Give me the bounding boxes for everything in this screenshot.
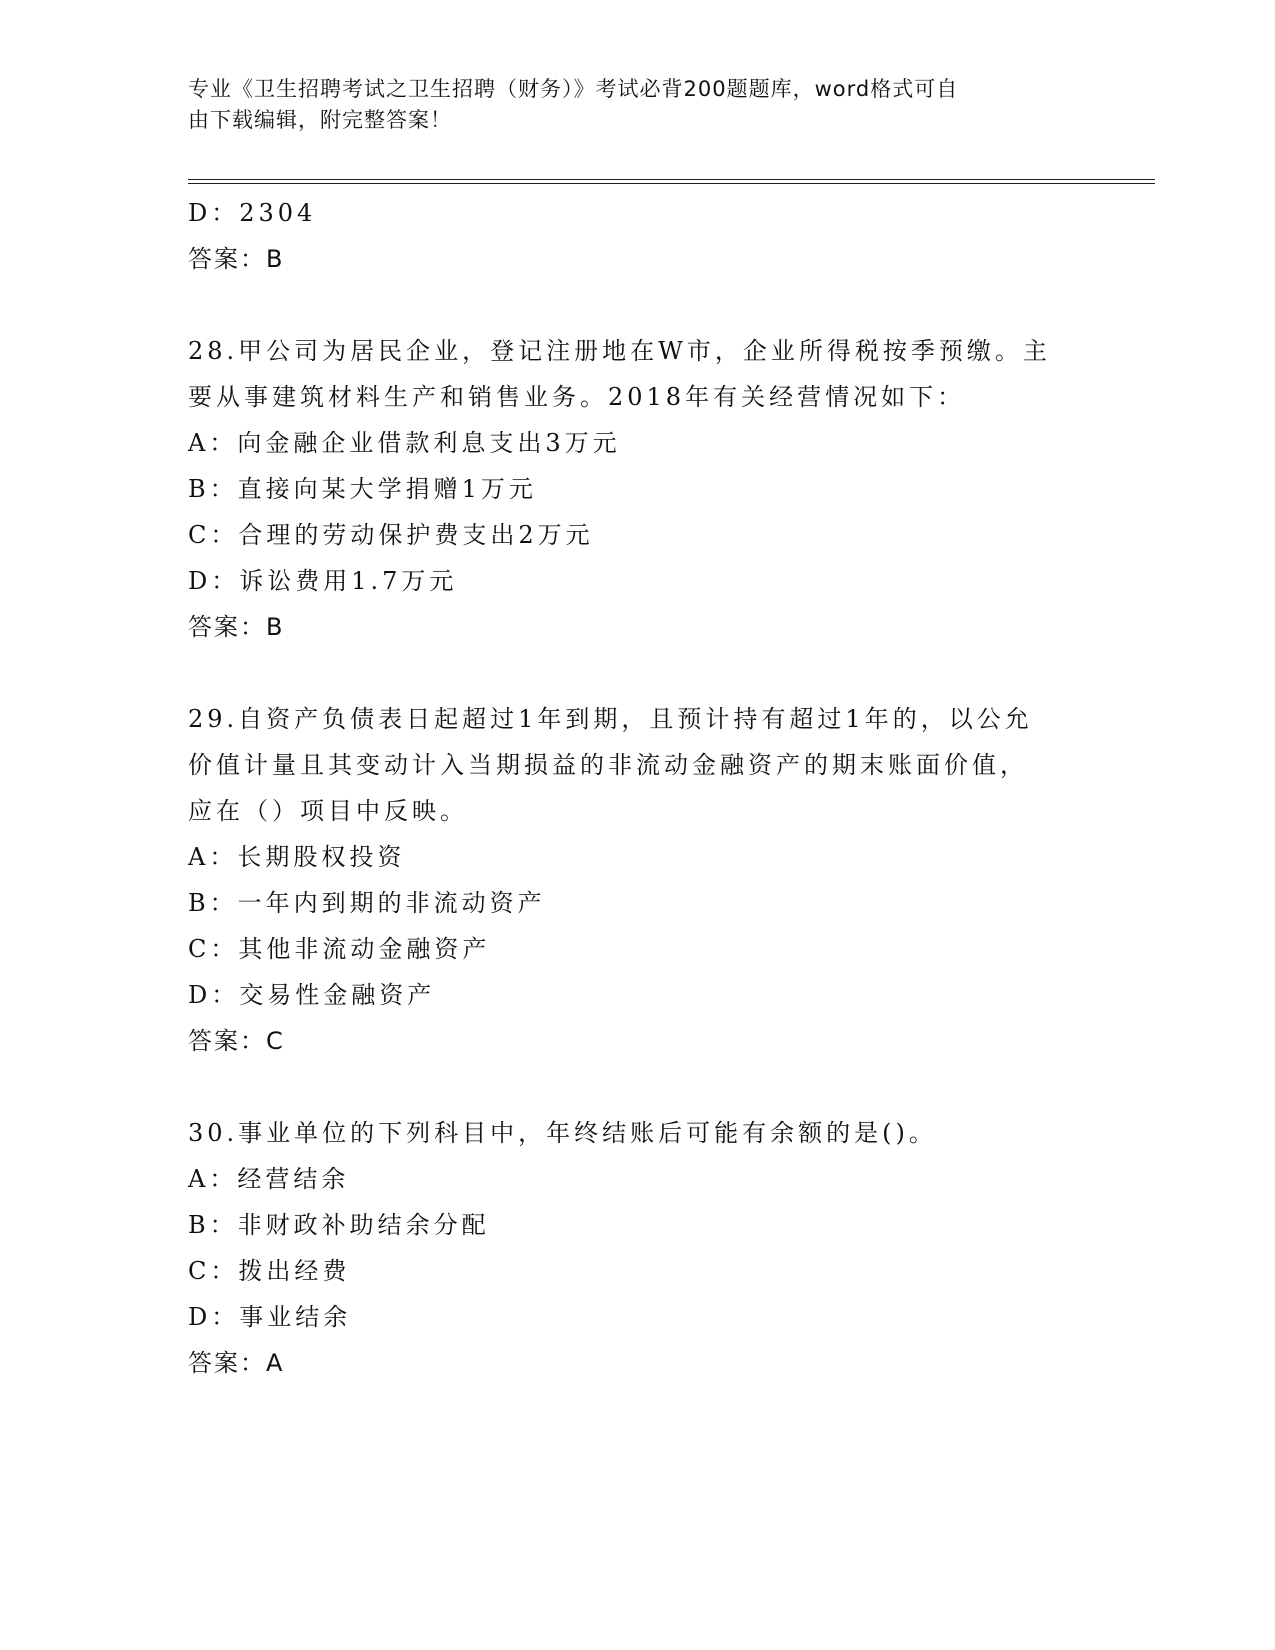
- option-a: A：向金融企业借款利息支出3万元: [188, 429, 621, 457]
- answer: 答案：C: [188, 1027, 285, 1055]
- option-a: A：经营结余: [188, 1165, 350, 1193]
- spacer: [188, 650, 1088, 696]
- question-text-line: 应在（）项目中反映。: [188, 797, 468, 825]
- option-c: C：合理的劳动保护费支出2万元: [188, 521, 594, 549]
- prev-question-answer: 答案：B: [188, 245, 285, 273]
- question-text-line: 要从事建筑材料生产和销售业务。2018年有关经营情况如下：: [188, 383, 966, 411]
- page-header: [188, 74, 1068, 136]
- option-d: D：诉讼费用1.7万元: [188, 567, 458, 595]
- option-a: A：长期股权投资: [188, 843, 406, 871]
- option-d: D：事业结余: [188, 1303, 352, 1331]
- header-title-line-1: 专业《卫生招聘考试之卫生招聘（财务）》考试必背200题题库，word格式可自: [188, 77, 959, 101]
- header-divider: [188, 179, 1155, 184]
- option-d: D：交易性金融资产: [188, 981, 436, 1009]
- option-c: C：其他非流动金融资产: [188, 935, 491, 963]
- question-29: [188, 696, 1088, 1064]
- question-text-line: 30.事业单位的下列科目中，年终结账后可能有余额的是()。: [188, 1119, 937, 1147]
- option-c: C：拨出经费: [188, 1257, 351, 1285]
- prev-question-option-d: D：2304: [188, 199, 317, 227]
- answer: 答案：A: [188, 1349, 285, 1377]
- option-b: B：直接向某大学捐赠1万元: [188, 475, 537, 503]
- question-content: [188, 190, 1088, 1386]
- question-text-line: 价值计量且其变动计入当期损益的非流动金融资产的期末账面价值，: [188, 751, 1028, 779]
- spacer: [188, 1064, 1088, 1110]
- header-title-line-2: 由下载编辑，附完整答案！: [188, 108, 452, 132]
- option-b: B：非财政补助结余分配: [188, 1211, 490, 1239]
- option-b: B：一年内到期的非流动资产: [188, 889, 546, 917]
- question-30: [188, 1110, 1088, 1386]
- question-28: [188, 328, 1088, 650]
- answer: 答案：B: [188, 613, 285, 641]
- question-text-line: 28.甲公司为居民企业，登记注册地在W市，企业所得税按季预缴。主: [188, 337, 1051, 365]
- spacer: [188, 282, 1088, 328]
- question-text-line: 29.自资产负债表日起超过1年到期，且预计持有超过1年的，以公允: [188, 705, 1033, 733]
